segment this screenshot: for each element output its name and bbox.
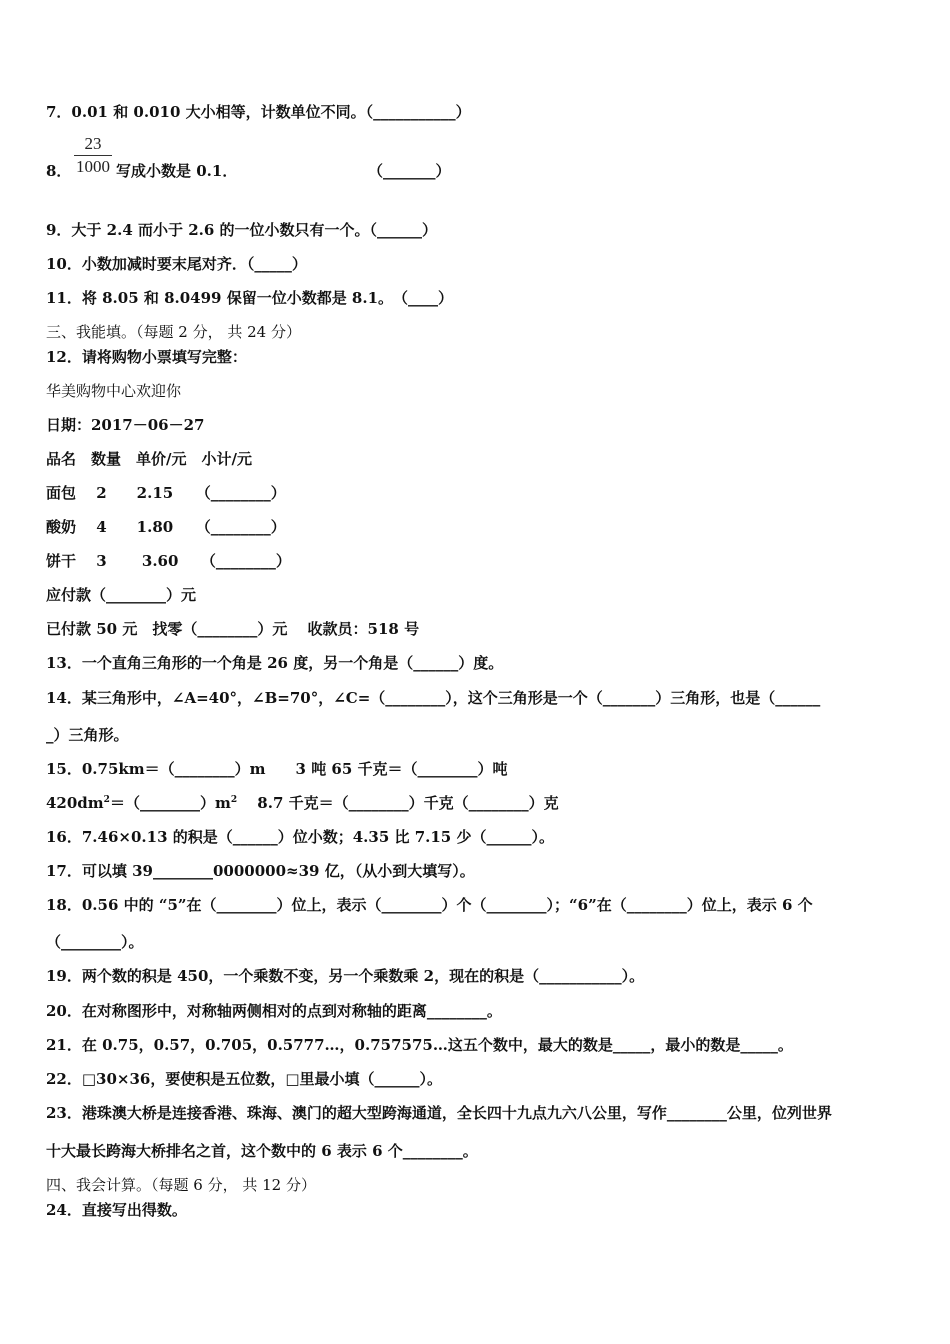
question-11: 11．将 8.05 和 8.0499 保留一位小数都是 8.1。 （____）: [46, 289, 454, 307]
question-9: 9．大于 2.4 而小于 2.6 的一位小数只有一个。（______）: [46, 221, 438, 239]
fraction-bar: [74, 155, 112, 156]
receipt-store-name: 华美购物中心欢迎你: [46, 382, 182, 400]
question-7: 7．0.01 和 0.010 大小相等，计数单位不同。（___________）: [46, 103, 471, 121]
question-17: 17．可以填 39________0000000≈39 亿，（从小到大填写）。: [46, 862, 475, 880]
q15-part-b: ＝（________）m: [109, 794, 231, 812]
receipt-payable: 应付款（________）元: [46, 586, 197, 604]
receipt-paid: 已付款 50 元 找零（________）元 收款员：518 号: [46, 620, 420, 638]
question-18-line-1: 18．0.56 中的 “5”在（________）位上，表示（________）个（________）；“6”在（________）位上，表示 6 个: [46, 896, 813, 914]
receipt-row-bread: 面包 2 2.15 （________）: [46, 484, 286, 502]
receipt-date: 日期：2017－06－27: [46, 416, 205, 434]
question-15-line-2: [46, 793, 559, 813]
receipt-row-yogurt: 酸奶 4 1.80 （________）: [46, 518, 286, 536]
question-12: 12．请将购物小票填写完整：: [46, 348, 247, 366]
question-18-line-2: （________）。: [46, 933, 144, 951]
question-23-line-1: 23．港珠澳大桥是连接香港、珠海、澳门的超大型跨海通道，全长四十九点九六八公里，写作________公里，位列世界: [46, 1104, 832, 1122]
superscript-2: 2: [103, 795, 110, 805]
question-24: 24．直接写出得数。: [46, 1201, 187, 1219]
receipt-header: 品名 数量 单价/元 小计/元: [46, 450, 252, 468]
fraction-denominator: 1000: [76, 157, 110, 176]
question-20: 20．在对称图形中，对称轴两侧相对的点到对称轴的距离________。: [46, 1002, 502, 1020]
question-23-line-2: 十大最长跨海大桥排名之首，这个数中的 6 表示 6 个________。: [46, 1142, 478, 1160]
question-15-line-1: 15．0.75km＝（________）m 3 吨 65 千克＝（________）吨: [46, 760, 508, 778]
question-14-line-1: 14．某三角形中，∠A=40°，∠B=70°，∠C=（________），这个三角形是一个（_______）三角形，也是（______: [46, 689, 821, 707]
question-21: 21．在 0.75，0.57，0.705，0.5777…，0.757575…这五个数中，最大的数是_____，最小的数是_____。: [46, 1036, 793, 1054]
question-13: 13．一个直角三角形的一个角是 26 度，另一个角是（______）度。: [46, 654, 504, 672]
fraction-numerator: 23: [84, 134, 102, 153]
fraction-23-over-1000: [72, 134, 114, 177]
receipt-row-biscuit: 饼干 3 3.60 （________）: [46, 552, 291, 570]
q15-part-c: 8.7 千克＝（________）千克（________）克: [237, 794, 559, 812]
question-8-blank: （_______）: [368, 162, 451, 180]
question-19: 19．两个数的积是 450，一个乘数不变，另一个乘数乘 2，现在的积是（___________）。: [46, 967, 645, 985]
question-22: 22．□30×36，要使积是五位数，□里最小填（______）。: [46, 1070, 443, 1088]
superscript-2: 2: [230, 795, 238, 805]
section-3-heading: 三、我能填。（每题 2 分， 共 24 分）: [46, 323, 301, 341]
question-14-line-2: _）三角形。: [46, 726, 129, 744]
section-4-heading: 四、我会计算。（每题 6 分， 共 12 分）: [46, 1176, 316, 1194]
q15-part-a: 420dm: [46, 794, 104, 812]
question-10: 10．小数加减时要末尾对齐．（_____）: [46, 255, 307, 273]
question-16: 16．7.46×0.13 的积是（______）位小数；4.35 比 7.15 少（______）。: [46, 828, 554, 846]
question-8-number: 8．: [46, 162, 72, 180]
question-8-text: 写成小数是 0.1．: [116, 162, 238, 180]
